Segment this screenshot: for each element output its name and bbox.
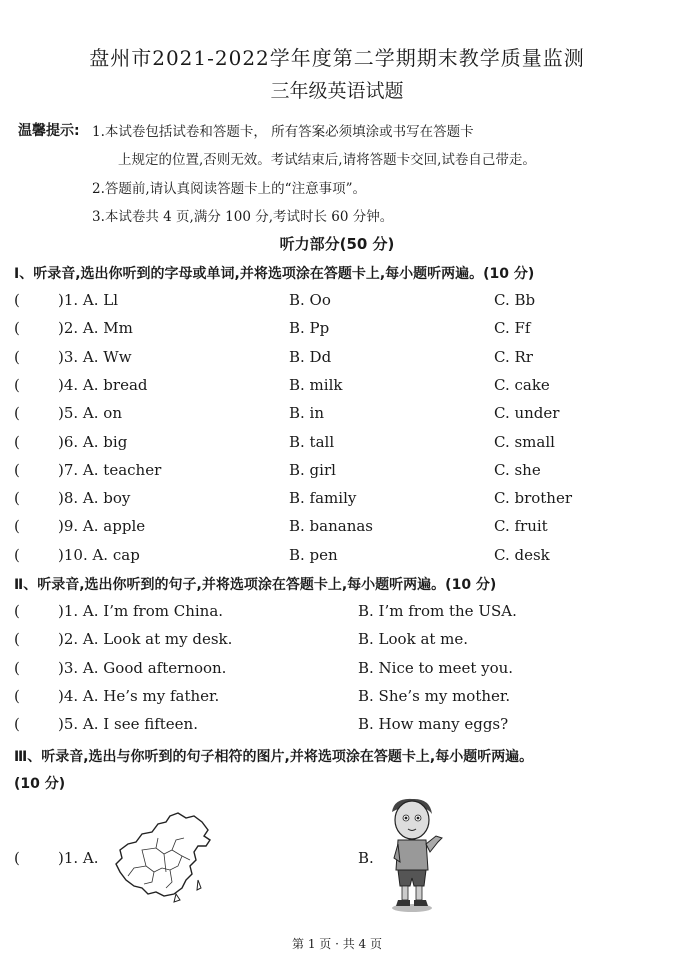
answer-paren[interactable]: ( xyxy=(14,545,20,564)
answer-paren[interactable]: ( xyxy=(14,630,20,649)
option-c: C. she xyxy=(494,460,541,479)
part2-question-5 xyxy=(0,715,674,739)
tips-label: 温馨提示: xyxy=(18,123,80,139)
option-b: B. tall xyxy=(289,432,335,451)
part3-question-1 xyxy=(0,849,674,873)
part1-question-3 xyxy=(0,348,674,372)
option-a: )5. A. on xyxy=(58,404,122,423)
tip-line-1b: 上规定的位置,否则无效。考试结束后,请将答题卡交回,试卷自己带走。 xyxy=(118,152,536,168)
part1-question-10 xyxy=(0,546,674,570)
option-a: )8. A. boy xyxy=(58,489,131,508)
part2-question-4 xyxy=(0,687,674,711)
boy-pointing-image xyxy=(382,796,446,916)
question-text: )1. A. xyxy=(58,849,99,867)
part1-question-2 xyxy=(0,319,674,343)
option-b: B. xyxy=(358,849,374,867)
part2-heading: Ⅱ、听录音,选出你听到的句子,并将选项涂在答题卡上,每小题听两遍。(10 分) xyxy=(14,577,497,593)
option-b: B. milk xyxy=(289,375,343,394)
part1-heading: Ⅰ、听录音,选出你听到的字母或单词,并将选项涂在答题卡上,每小题听两遍。(10 分) xyxy=(14,266,535,282)
exam-title: 盘州市2021-2022学年度第二学期期末教学质量监测 xyxy=(89,46,585,70)
part1-question-6 xyxy=(0,433,674,457)
option-c: C. Bb xyxy=(494,291,536,309)
tip-line-2: 2.答题前,请认真阅读答题卡上的“注意事项”。 xyxy=(92,181,366,197)
option-a: )9. A. apple xyxy=(58,517,146,536)
part1-question-7 xyxy=(0,461,674,485)
part2-question-3 xyxy=(0,659,674,683)
answer-paren[interactable]: ( xyxy=(14,319,20,338)
answer-paren[interactable]: ( xyxy=(14,658,20,677)
answer-paren[interactable]: ( xyxy=(14,517,20,536)
part1-question-4 xyxy=(0,376,674,400)
answer-paren[interactable]: ( xyxy=(14,375,20,394)
option-b: B. Nice to meet you. xyxy=(358,658,514,677)
option-a: )3. A. Good afternoon. xyxy=(58,658,227,677)
answer-paren[interactable]: ( xyxy=(14,489,20,508)
option-c: C. fruit xyxy=(494,517,548,536)
listening-section-title: 听力部分(50 分) xyxy=(279,235,395,253)
part2-question-1 xyxy=(0,602,674,626)
option-c: C. cake xyxy=(494,375,550,394)
option-a: )1. A. Ll xyxy=(58,291,119,309)
part2-question-2 xyxy=(0,630,674,654)
option-b: B. How many eggs? xyxy=(358,715,509,734)
option-b: B. family xyxy=(289,489,357,508)
option-c: C. small xyxy=(494,432,555,451)
part1-question-1 xyxy=(0,291,674,315)
part1-question-8 xyxy=(0,489,674,513)
option-c: C. Rr xyxy=(494,347,533,366)
part1-question-9 xyxy=(0,517,674,541)
option-a: )2. A. Look at my desk. xyxy=(58,630,233,649)
option-b: B. Pp xyxy=(289,319,330,338)
option-a: )10. A. cap xyxy=(58,545,140,564)
page-footer: 第 1 页 · 共 4 页 xyxy=(292,937,382,951)
part1-question-5 xyxy=(0,404,674,428)
option-b: B. in xyxy=(289,404,325,423)
option-b: B. bananas xyxy=(289,517,374,536)
option-b: B. Dd xyxy=(289,347,332,366)
option-a: )1. A. I’m from China. xyxy=(58,602,224,620)
option-b: B. pen xyxy=(289,545,338,564)
answer-paren[interactable]: ( xyxy=(14,715,20,734)
part3-heading-score: (10 分) xyxy=(14,776,66,792)
answer-paren[interactable]: ( xyxy=(14,404,20,423)
answer-paren[interactable]: ( xyxy=(14,291,20,309)
part3-heading: Ⅲ、听录音,选出与你听到的句子相符的图片,并将选项涂在答题卡上,每小题听两遍。 xyxy=(14,749,534,765)
china-map-image xyxy=(112,810,222,906)
option-b: B. She’s my mother. xyxy=(358,686,511,705)
option-a: )7. A. teacher xyxy=(58,460,162,479)
option-b: B. Look at me. xyxy=(358,630,469,649)
answer-paren[interactable]: ( xyxy=(14,460,20,479)
answer-paren[interactable]: ( xyxy=(14,347,20,366)
option-b: B. Oo xyxy=(289,291,331,309)
option-a: )3. A. Ww xyxy=(58,347,132,366)
answer-paren[interactable]: ( xyxy=(14,849,20,867)
tip-line-1: 1.本试卷包括试卷和答题卡， 所有答案必须填涂或书写在答题卡 xyxy=(92,124,474,140)
option-b: B. girl xyxy=(289,460,336,479)
option-b: B. I’m from the USA. xyxy=(358,602,517,620)
tip-line-3: 3.本试卷共 4 页,满分 100 分,考试时长 60 分钟。 xyxy=(92,209,394,225)
answer-paren[interactable]: ( xyxy=(14,602,20,620)
exam-subtitle: 三年级英语试题 xyxy=(270,80,404,102)
option-c: C. under xyxy=(494,404,560,423)
option-a: )6. A. big xyxy=(58,432,128,451)
answer-paren[interactable]: ( xyxy=(14,432,20,451)
option-a: )4. A. He’s my father. xyxy=(58,686,220,705)
option-a: )2. A. Mm xyxy=(58,319,133,338)
answer-paren[interactable]: ( xyxy=(14,686,20,705)
option-c: C. Ff xyxy=(494,319,531,338)
option-c: C. desk xyxy=(494,545,550,564)
option-a: )5. A. I see fifteen. xyxy=(58,715,198,734)
option-c: C. brother xyxy=(494,489,573,508)
option-a: )4. A. bread xyxy=(58,375,148,394)
